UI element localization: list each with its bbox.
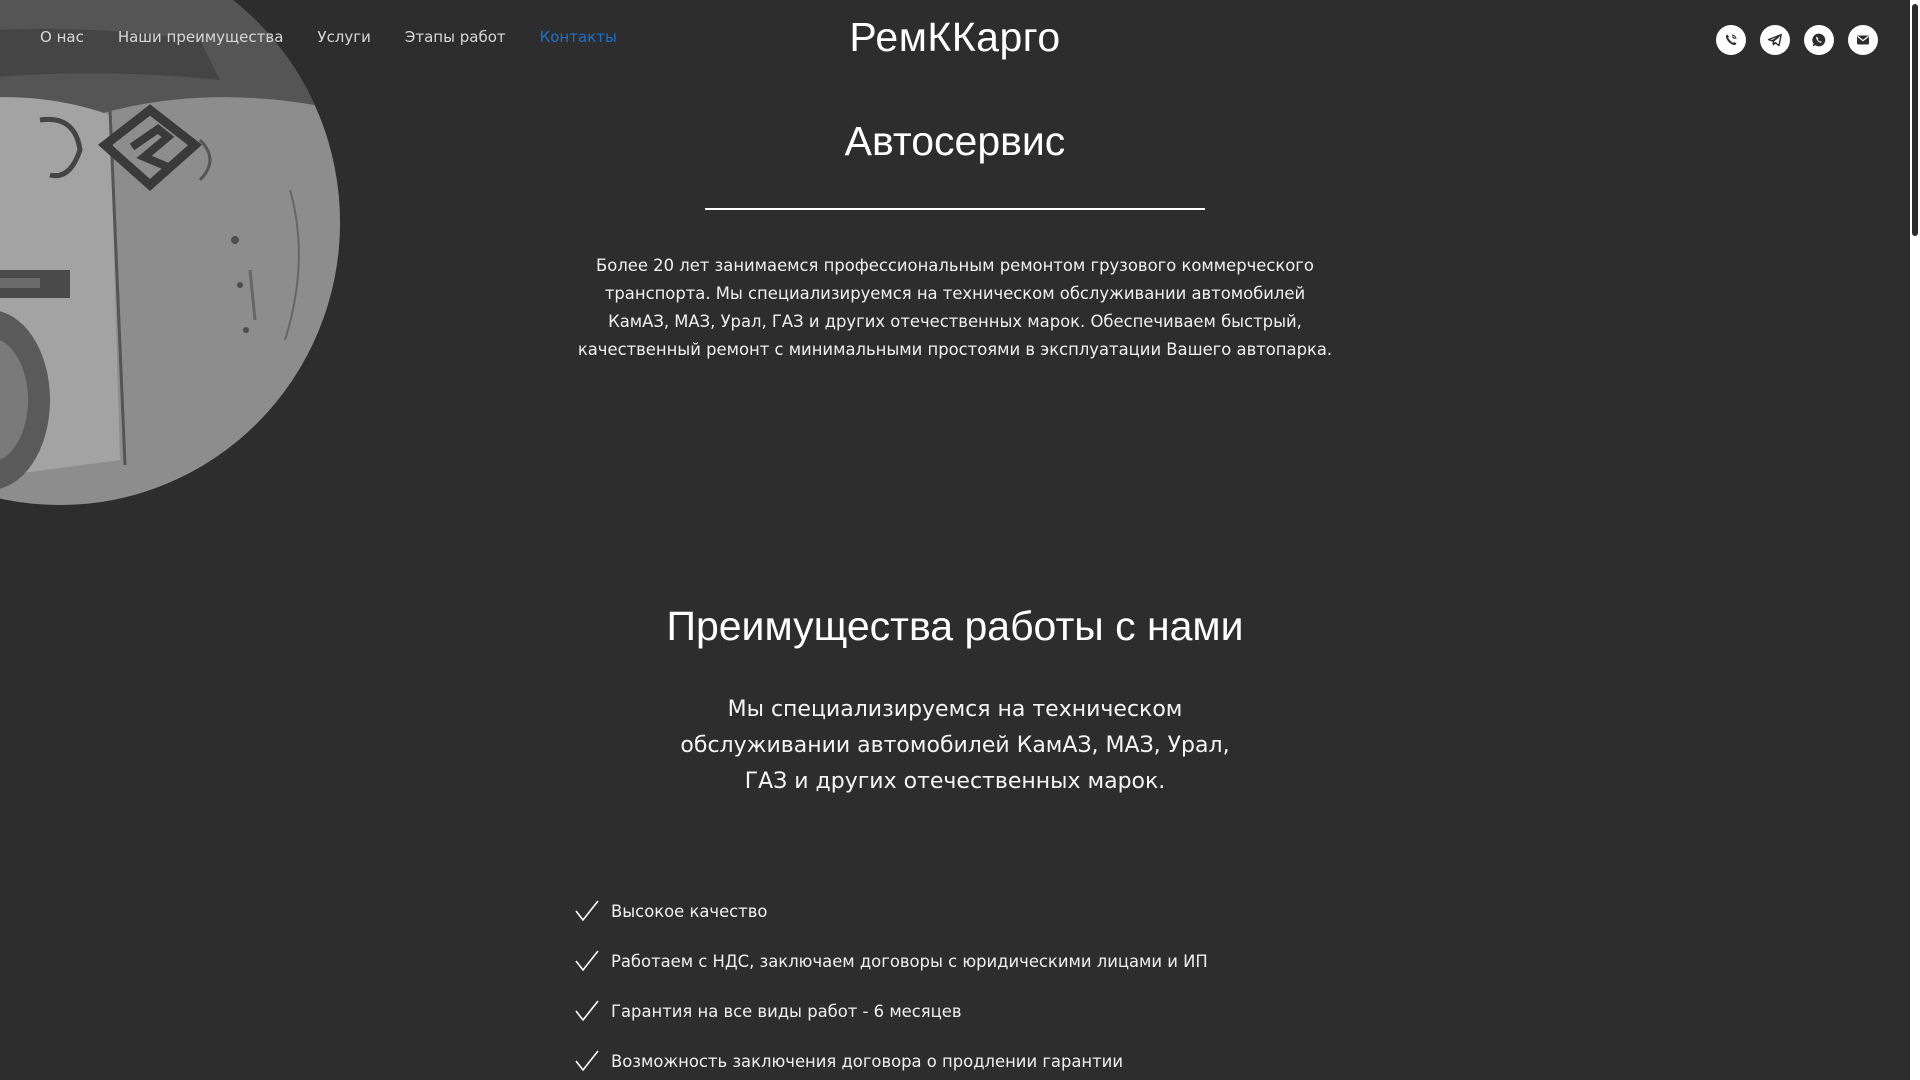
intro-title: Автосервис	[844, 118, 1066, 164]
site-logo[interactable]: РемККарго	[849, 14, 1061, 60]
nav-contacts[interactable]: Контакты	[539, 28, 617, 46]
intro-divider	[705, 208, 1205, 210]
scrollbar-thumb[interactable]	[1912, 4, 1918, 236]
checkmark-icon	[575, 899, 599, 923]
nav-stages[interactable]: Этапы работ	[404, 28, 506, 46]
benefit-text: Возможность заключения договора о продлении гарантии	[611, 1051, 1123, 1071]
whatsapp-link[interactable]	[1804, 25, 1834, 55]
truck-door-photo	[0, 0, 340, 505]
viber-link[interactable]	[1716, 25, 1746, 55]
truck-door-image	[0, 0, 340, 505]
nav-services[interactable]: Услуги	[317, 28, 371, 46]
telegram-icon	[1767, 32, 1783, 48]
social-links	[1716, 25, 1878, 55]
advantages-title: Преимущества работы с нами	[666, 603, 1244, 649]
advantages-subtitle: Мы специализируемся на техническом обслуживании автомобилей КамАЗ, МАЗ, Урал, ГАЗ и других отечественных марок.	[680, 697, 1230, 794]
list-item	[575, 1036, 1208, 1080]
nav-about[interactable]: О нас	[40, 28, 84, 46]
advantages-list	[575, 886, 1208, 1080]
intro-text: Более 20 лет занимаемся профессиональным ремонтом грузового коммерческого транспорта. Мы специализируемся на техническом обслуживании автомобилей КамАЗ, МАЗ, Урал, ГАЗ и других отечественных марок. Обеспечиваем быстрый, качественный ремонт с минимальными простоями в эксплуатации Вашего автопарка.	[577, 256, 1333, 359]
checkmark-icon	[575, 999, 599, 1023]
list-item	[575, 986, 1208, 1036]
whatsapp-icon	[1811, 32, 1827, 48]
viber-icon	[1723, 32, 1739, 48]
list-item	[575, 886, 1208, 936]
benefit-text: Высокое качество	[611, 901, 768, 921]
benefit-text: Гарантия на все виды работ - 6 месяцев	[611, 1001, 962, 1021]
nav-advantages[interactable]: Наши преимущества	[117, 28, 284, 46]
telegram-link[interactable]	[1760, 25, 1790, 55]
scrollbar[interactable]	[1910, 0, 1920, 1080]
mail-icon	[1855, 32, 1871, 48]
email-link[interactable]	[1848, 25, 1878, 55]
benefit-text: Работаем с НДС, заключаем договоры с юридическими лицами и ИП	[611, 951, 1208, 971]
list-item	[575, 936, 1208, 986]
checkmark-icon	[575, 949, 599, 973]
checkmark-icon	[575, 1049, 599, 1073]
